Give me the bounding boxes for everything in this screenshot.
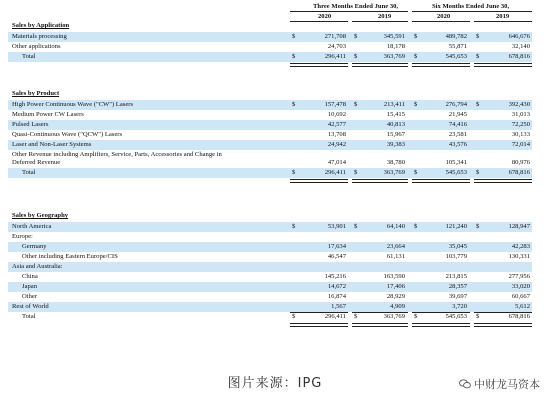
value-cell: 14,672 — [327, 283, 346, 290]
header-six-months: Six Months Ended June 30, — [432, 3, 510, 10]
value-cell: 15,967 — [386, 131, 405, 138]
brand-name: 中财龙马资本 — [474, 378, 540, 391]
row-label: Rest of World — [12, 303, 49, 310]
total-row — [8, 168, 532, 178]
row-label: Japan — [22, 283, 38, 290]
value-cell: 23,664 — [386, 243, 405, 250]
value-cell: 363,769 — [383, 169, 405, 176]
row-label: Pulsed Lasers — [12, 121, 49, 128]
section-title: Sales by Product — [12, 90, 60, 97]
total-double-rule — [352, 63, 408, 67]
table-row — [8, 130, 532, 140]
currency-symbol: $ — [354, 313, 358, 320]
currency-symbol: $ — [476, 53, 480, 60]
row-label: Quasi-Continuous Wave ("QCW") Lasers — [12, 131, 123, 138]
year-rule-3 — [412, 21, 470, 22]
value-cell: 345,591 — [383, 33, 405, 40]
row-label: Europe: — [12, 233, 33, 240]
value-cell: 276,794 — [445, 101, 467, 108]
value-cell: 105,341 — [445, 159, 467, 166]
row-label: Other including Eastern Europe/CIS — [22, 253, 118, 260]
value-cell: 55,871 — [448, 43, 467, 50]
header-rule-six — [412, 11, 532, 12]
row-label: Medium Power CW Lasers — [12, 111, 84, 118]
year-col-1: 2020 — [318, 13, 332, 20]
table-row — [8, 150, 532, 168]
table-row — [8, 140, 532, 150]
total-double-rule — [290, 179, 348, 183]
year-rule-2 — [352, 21, 408, 22]
row-label: High Power Continuous Wave ("CW") Lasers — [12, 101, 134, 108]
currency-symbol: $ — [354, 33, 358, 40]
currency-symbol: $ — [414, 223, 418, 230]
total-double-rule — [474, 323, 532, 327]
value-cell: 130,331 — [508, 253, 530, 260]
row-label: Total — [22, 53, 36, 60]
value-cell: 17,634 — [327, 243, 346, 250]
year-rule-4 — [474, 21, 532, 22]
value-cell: 47,014 — [327, 159, 346, 166]
value-cell: 277,956 — [508, 273, 530, 280]
currency-symbol: $ — [292, 313, 296, 320]
total-double-rule — [352, 179, 408, 183]
value-cell: 296,411 — [324, 313, 346, 320]
section-title: Sales by Geography — [12, 212, 69, 219]
value-cell: 103,779 — [445, 253, 467, 260]
currency-symbol: $ — [476, 101, 480, 108]
value-cell: 5,612 — [515, 303, 530, 310]
value-cell: 16,874 — [327, 293, 346, 300]
table-row — [8, 110, 532, 120]
row-label: Laser and Non-Laser Systems — [12, 141, 92, 148]
value-cell: 61,131 — [386, 253, 405, 260]
value-cell: 296,411 — [324, 169, 346, 176]
value-cell: 145,216 — [324, 273, 346, 280]
value-cell: 128,947 — [508, 223, 530, 230]
table-row — [8, 120, 532, 130]
header-three-months: Three Months Ended June 30, — [313, 3, 399, 10]
value-cell: 545,653 — [445, 313, 467, 320]
value-cell: 296,411 — [324, 53, 346, 60]
table-row — [8, 242, 532, 252]
currency-symbol: $ — [414, 101, 418, 108]
table-row — [8, 302, 532, 312]
value-cell: 24,703 — [327, 43, 346, 50]
currency-symbol: $ — [292, 101, 296, 108]
value-cell: 646,676 — [508, 33, 530, 40]
value-cell: 31,013 — [511, 111, 530, 118]
currency-symbol: $ — [414, 313, 418, 320]
table-row — [8, 262, 532, 272]
year-rule-1 — [290, 21, 348, 22]
value-cell: 24,942 — [327, 141, 346, 148]
currency-symbol: $ — [292, 33, 296, 40]
total-double-rule — [474, 63, 532, 67]
currency-symbol: $ — [414, 169, 418, 176]
currency-symbol: $ — [354, 101, 358, 108]
value-cell: 60,667 — [511, 293, 530, 300]
currency-symbol: $ — [476, 313, 480, 320]
value-cell: 17,406 — [386, 283, 405, 290]
value-cell: 46,547 — [327, 253, 346, 260]
value-cell: 163,590 — [383, 273, 405, 280]
value-cell: 213,815 — [445, 273, 467, 280]
currency-symbol: $ — [476, 33, 480, 40]
value-cell: 678,816 — [508, 53, 530, 60]
value-cell: 213,411 — [383, 101, 405, 108]
row-label: Other Revenue including Amplifiers, Service, Parts, Accessories and Change in — [12, 151, 222, 158]
value-cell: 489,782 — [445, 33, 467, 40]
currency-symbol: $ — [414, 33, 418, 40]
row-label: Total — [22, 169, 36, 176]
table-row — [8, 42, 532, 52]
image-source-caption: 图片来源：IPG — [227, 376, 323, 391]
value-cell: 42,283 — [511, 243, 530, 250]
value-cell: 15,415 — [386, 111, 405, 118]
value-cell: 35,045 — [448, 243, 467, 250]
year-col-4: 2019 — [496, 13, 510, 20]
total-double-rule — [412, 179, 470, 183]
value-cell: 545,653 — [445, 169, 467, 176]
table-row — [8, 282, 532, 292]
value-cell: 64,140 — [386, 223, 405, 230]
total-row — [8, 52, 532, 62]
currency-symbol: $ — [292, 169, 296, 176]
table-row — [8, 292, 532, 302]
year-col-2: 2019 — [378, 13, 392, 20]
table-row — [8, 32, 532, 42]
value-cell: 30,133 — [511, 131, 530, 138]
row-label: Asia and Australia: — [12, 263, 63, 270]
total-row — [8, 312, 532, 322]
value-cell: 271,708 — [324, 33, 346, 40]
value-cell: 10,692 — [327, 111, 346, 118]
total-double-rule — [352, 323, 408, 327]
value-cell: 39,697 — [448, 293, 467, 300]
row-label: Total — [22, 313, 36, 320]
value-cell: 3,720 — [452, 303, 467, 310]
value-cell: 392,430 — [508, 101, 530, 108]
value-cell: 74,416 — [448, 121, 467, 128]
value-cell: 28,929 — [386, 293, 405, 300]
section-title: Sales by Application — [12, 22, 70, 29]
currency-symbol: $ — [476, 169, 480, 176]
currency-symbol: $ — [476, 223, 480, 230]
row-label: China — [22, 273, 38, 280]
value-cell: 4,909 — [390, 303, 405, 310]
row-label: Materials processing — [12, 33, 67, 40]
value-cell: 72,250 — [511, 121, 530, 128]
value-cell: 1,567 — [331, 303, 346, 310]
value-cell: 72,014 — [511, 141, 530, 148]
total-double-rule — [412, 63, 470, 67]
value-cell: 80,976 — [511, 159, 530, 166]
total-double-rule — [290, 63, 348, 67]
value-cell: 40,813 — [386, 121, 405, 128]
total-double-rule — [412, 323, 470, 327]
value-cell: 43,576 — [448, 141, 467, 148]
currency-symbol: $ — [292, 223, 296, 230]
value-cell: 21,945 — [448, 111, 467, 118]
value-cell: 42,577 — [327, 121, 346, 128]
value-cell: 32,140 — [511, 43, 530, 50]
value-cell: 363,769 — [383, 53, 405, 60]
value-cell: 678,816 — [508, 313, 530, 320]
row-label: Other applications — [12, 43, 61, 50]
value-cell: 121,240 — [445, 223, 467, 230]
year-col-3: 2020 — [437, 13, 451, 20]
brand-watermark — [459, 376, 540, 392]
row-label: North America — [12, 223, 52, 230]
value-cell: 38,780 — [386, 159, 405, 166]
table-row — [8, 272, 532, 282]
table-row — [8, 252, 532, 262]
row-label-continued: Deferred Revenue — [12, 159, 61, 166]
value-cell: 13,708 — [327, 131, 346, 138]
value-cell: 23,581 — [448, 131, 467, 138]
currency-symbol: $ — [292, 53, 296, 60]
currency-symbol: $ — [414, 53, 418, 60]
value-cell: 545,653 — [445, 53, 467, 60]
value-cell: 33,020 — [511, 283, 530, 290]
table-row — [8, 232, 532, 242]
total-double-rule — [474, 179, 532, 183]
header-rule-three — [290, 11, 408, 12]
table-row — [8, 100, 532, 110]
currency-symbol: $ — [354, 169, 358, 176]
currency-symbol: $ — [354, 53, 358, 60]
value-cell: 18,178 — [386, 43, 405, 50]
value-cell: 363,769 — [383, 313, 405, 320]
row-label: Germany — [22, 243, 47, 250]
value-cell: 39,383 — [386, 141, 405, 148]
value-cell: 678,816 — [508, 169, 530, 176]
value-cell: 28,357 — [448, 283, 467, 290]
currency-symbol: $ — [354, 223, 358, 230]
table-row — [8, 222, 532, 232]
total-double-rule — [290, 323, 348, 327]
value-cell: 53,901 — [327, 223, 346, 230]
value-cell: 157,478 — [324, 101, 346, 108]
row-label: Other — [22, 293, 38, 300]
wechat-icon — [459, 379, 471, 389]
